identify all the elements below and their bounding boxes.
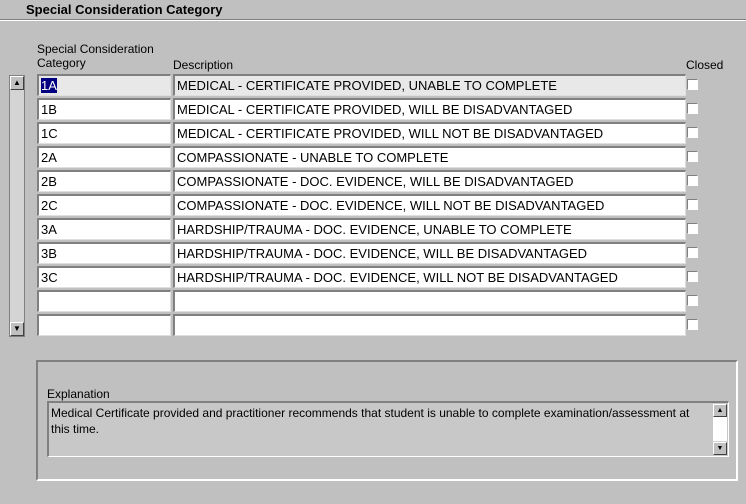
description-field[interactable]: MEDICAL - CERTIFICATE PROVIDED, WILL NOT BE DISADVANTAGED <box>173 122 686 144</box>
category-field[interactable]: 3A <box>37 218 171 240</box>
explanation-scroll-up-icon[interactable]: ▲ <box>713 404 727 417</box>
category-field[interactable]: 2A <box>37 146 171 168</box>
explanation-scrollbar[interactable] <box>713 404 727 455</box>
closed-checkbox[interactable] <box>687 247 698 258</box>
description-field[interactable]: HARDSHIP/TRAUMA - DOC. EVIDENCE, UNABLE TO COMPLETE <box>173 218 686 240</box>
description-field[interactable]: HARDSHIP/TRAUMA - DOC. EVIDENCE, WILL BE DISADVANTAGED <box>173 242 686 264</box>
category-field[interactable]: 2B <box>37 170 171 192</box>
explanation-textarea[interactable] <box>47 401 729 457</box>
description-field[interactable] <box>173 290 686 312</box>
closed-checkbox[interactable] <box>687 151 698 162</box>
category-field[interactable]: 2C <box>37 194 171 216</box>
category-field[interactable] <box>37 314 171 336</box>
category-field[interactable] <box>37 290 171 312</box>
scroll-down-icon[interactable]: ▼ <box>10 322 24 336</box>
category-column-header <box>37 42 154 70</box>
description-field[interactable] <box>173 314 686 336</box>
closed-checkbox[interactable] <box>687 103 698 114</box>
closed-checkbox[interactable] <box>687 199 698 210</box>
explanation-label: Explanation <box>47 387 110 401</box>
description-field[interactable]: COMPASSIONATE - DOC. EVIDENCE, WILL BE DISADVANTAGED <box>173 170 686 192</box>
category-header-line1: Special Consideration <box>37 42 154 56</box>
category-value: 1A <box>41 78 57 93</box>
scroll-track[interactable] <box>10 90 24 322</box>
closed-checkbox[interactable] <box>687 271 698 282</box>
description-field[interactable]: COMPASSIONATE - UNABLE TO COMPLETE <box>173 146 686 168</box>
description-field[interactable]: MEDICAL - CERTIFICATE PROVIDED, UNABLE TO COMPLETE <box>173 74 686 96</box>
category-field[interactable]: 3C <box>37 266 171 288</box>
closed-checkbox[interactable] <box>687 175 698 186</box>
closed-checkbox[interactable] <box>687 319 698 330</box>
explanation-scroll-thumb[interactable] <box>713 417 727 441</box>
closed-checkbox[interactable] <box>687 223 698 234</box>
closed-checkbox[interactable] <box>687 295 698 306</box>
category-field[interactable] <box>37 74 171 96</box>
category-field[interactable]: 3B <box>37 242 171 264</box>
closed-checkbox[interactable] <box>687 127 698 138</box>
scroll-up-icon[interactable]: ▲ <box>10 76 24 90</box>
category-header-line2: Category <box>37 56 86 70</box>
window-title: Special Consideration Category <box>26 2 223 17</box>
description-column-header: Description <box>173 58 234 72</box>
records-scrollbar[interactable] <box>9 75 25 337</box>
explanation-text: Medical Certificate provided and practitioner recommends that student is unable to complete examination/assessment at this time. <box>51 406 690 436</box>
description-field[interactable]: HARDSHIP/TRAUMA - DOC. EVIDENCE, WILL NOT BE DISADVANTAGED <box>173 266 686 288</box>
category-field[interactable]: 1B <box>37 98 171 120</box>
closed-column-header: Closed <box>686 58 724 72</box>
frame-divider-highlight <box>0 20 746 21</box>
explanation-scroll-down-icon[interactable]: ▼ <box>713 442 727 455</box>
closed-checkbox[interactable] <box>687 79 698 90</box>
description-field[interactable]: COMPASSIONATE - DOC. EVIDENCE, WILL NOT BE DISADVANTAGED <box>173 194 686 216</box>
category-field[interactable]: 1C <box>37 122 171 144</box>
description-field[interactable]: MEDICAL - CERTIFICATE PROVIDED, WILL BE DISADVANTAGED <box>173 98 686 120</box>
